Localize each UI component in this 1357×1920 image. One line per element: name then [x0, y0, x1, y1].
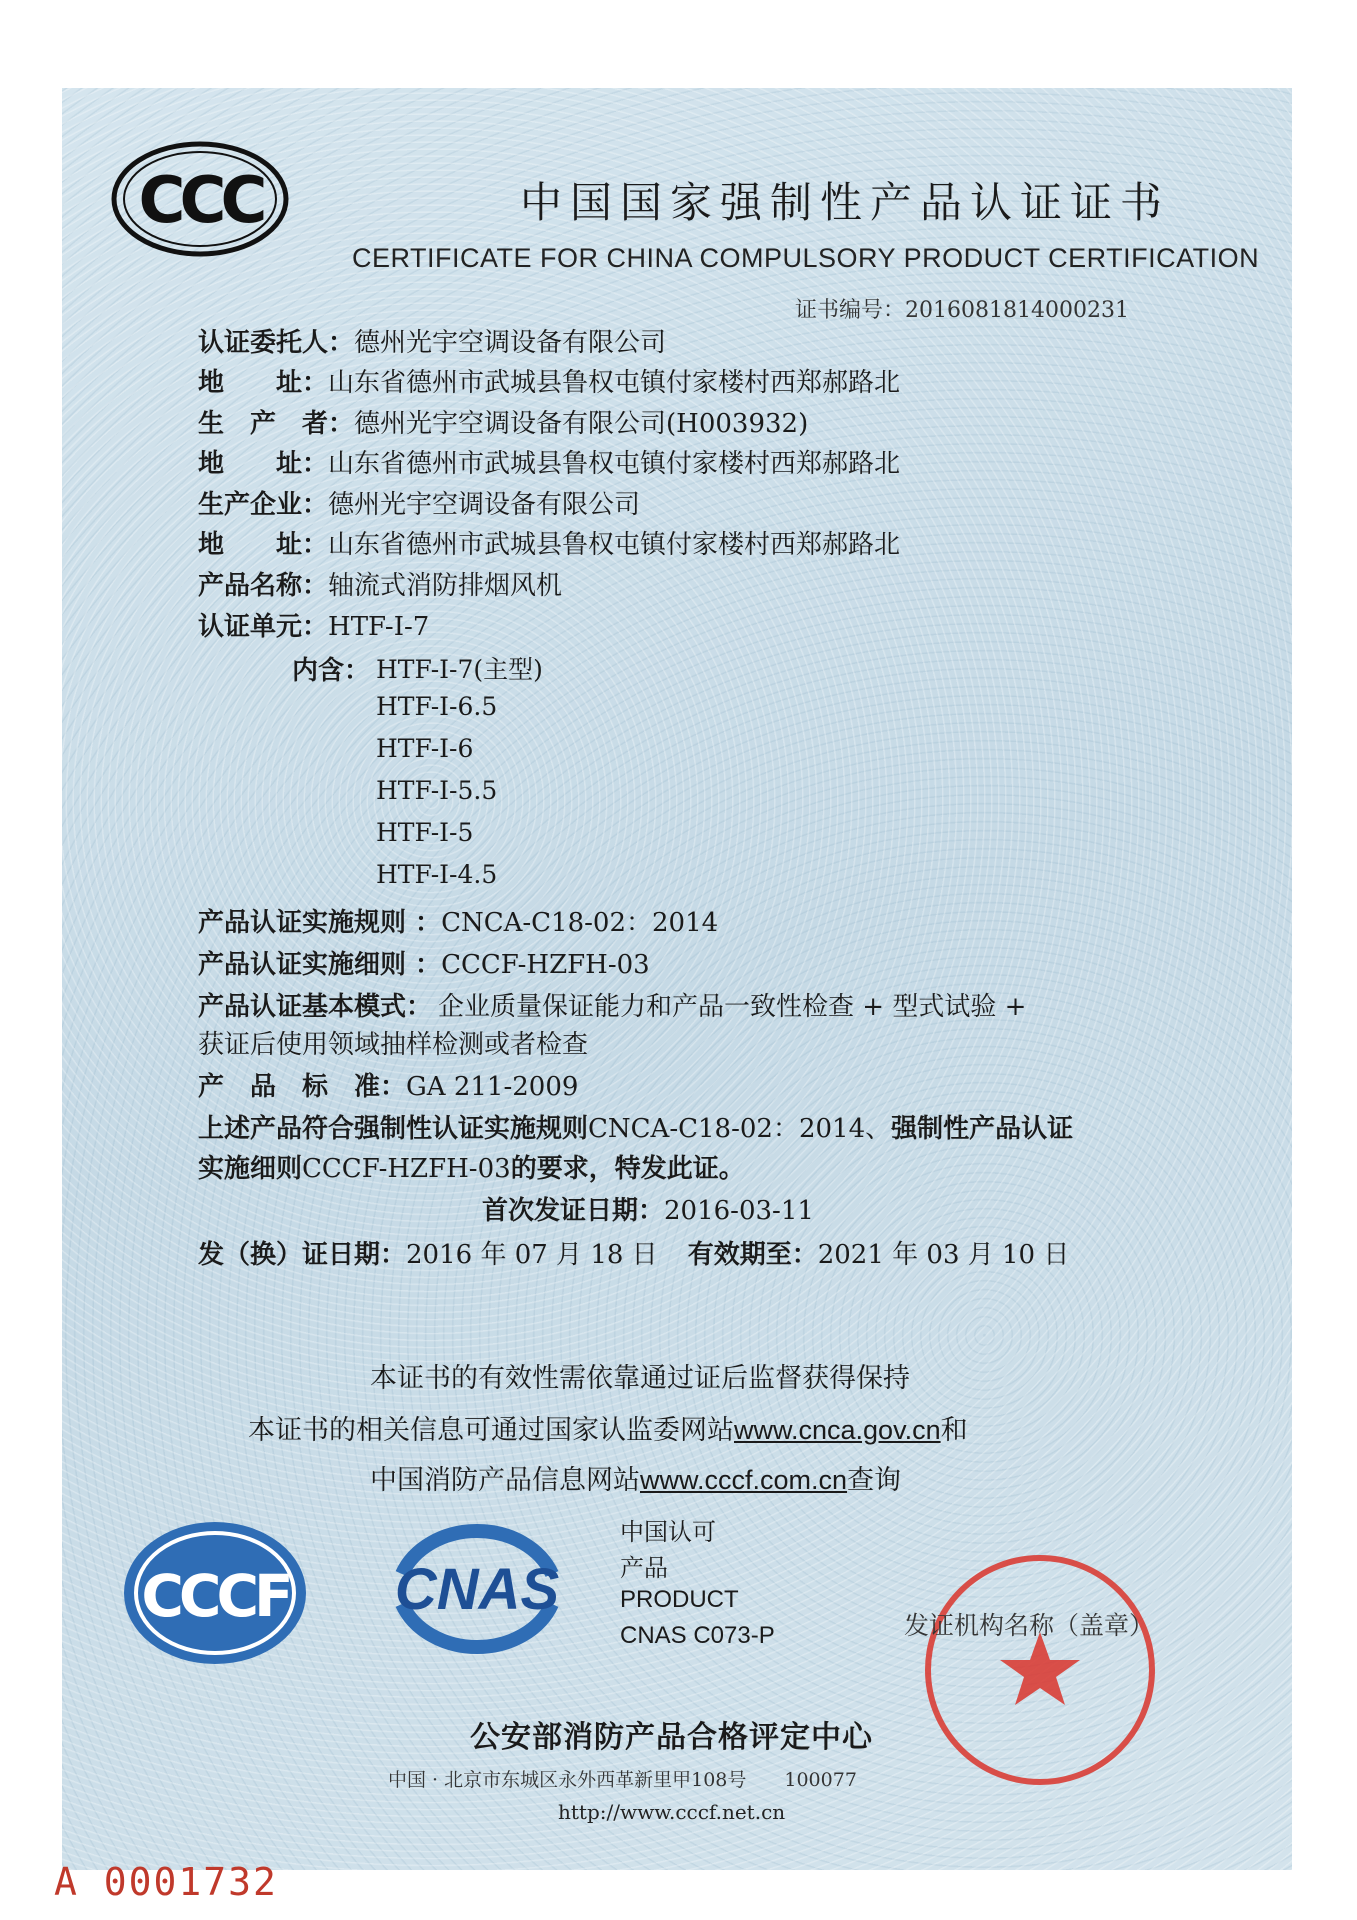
cnas-text-line: PRODUCT	[620, 1586, 739, 1613]
official-seal	[920, 1550, 1160, 1790]
ccc-logo	[110, 140, 290, 258]
certificate-number: 证书编号：2016081814000231	[795, 298, 1129, 323]
notice-line-1: 本证书的有效性需依靠通过证后监督获得保持	[370, 1363, 910, 1394]
model-item: HTF-I-6	[376, 734, 474, 763]
field-client-address: 地 址：山东省德州市武城县鲁权屯镇付家楼村西郑郝路北	[198, 368, 901, 398]
field-cert-mode-cont: 获证后使用领域抽样检测或者检查	[198, 1030, 589, 1060]
model-item: HTF-I-5.5	[376, 776, 498, 805]
issuing-body-label: 发证机构名称（盖章）	[904, 1611, 1155, 1640]
ccc-logo-text: CCC	[138, 164, 262, 238]
cnas-text-line: CNAS C073-P	[620, 1622, 775, 1649]
field-manufacturer-address: 地 址：山东省德州市武城县鲁权屯镇付家楼村西郑郝路北	[198, 449, 901, 479]
model-item: HTF-I-5	[376, 818, 474, 847]
cccf-link[interactable]: www.cccf.com.cn	[640, 1465, 848, 1495]
conformity-line-1: 上述产品符合强制性认证实施规则CNCA-C18-02：2014、强制性产品认证	[198, 1114, 1074, 1144]
field-client: 认证委托人：德州光宇空调设备有限公司	[198, 328, 667, 358]
cnas-logo-text: CNAS	[394, 1557, 560, 1622]
field-cert-unit: 认证单元：HTF-I-7	[198, 612, 430, 642]
field-implementation-detail: 产品认证实施细则 ：CCCF-HZFH-03	[198, 950, 650, 980]
cnas-text-line: 产品	[620, 1555, 668, 1582]
title-en: CERTIFICATE FOR CHINA COMPULSORY PRODUCT CERTIFICATION	[352, 243, 1260, 273]
conformity-line-2: 实施细则CCCF-HZFH-03的要求，特发此证。	[198, 1154, 745, 1184]
title-cn: 中国国家强制性产品认证证书	[520, 178, 1171, 227]
first-issue-date: 首次发证日期：2016-03-11	[482, 1196, 814, 1226]
cnas-logo	[372, 1504, 582, 1674]
field-factory: 生产企业：德州光宇空调设备有限公司	[198, 490, 641, 520]
model-item: HTF-I-4.5	[376, 860, 498, 889]
serial-number: A 0001732	[54, 1860, 278, 1904]
issuing-body: 公安部消防产品合格评定中心	[470, 1720, 873, 1755]
notice-line-2: 本证书的相关信息可通过国家认监委网站www.cnca.gov.cn和	[248, 1415, 968, 1446]
cnas-text-line: 中国认可	[620, 1519, 716, 1546]
model-item: HTF-I-7(主型)	[376, 655, 543, 684]
cccf-logo-text: CCCF	[141, 1562, 289, 1630]
notice-line-3: 中国消防产品信息网站www.cccf.com.cn查询	[370, 1465, 902, 1496]
cnca-link[interactable]: www.cnca.gov.cn	[734, 1415, 941, 1445]
cccf-logo	[122, 1520, 308, 1666]
issuer-address: 中国 · 北京市东城区永外西革新里甲108号 100077	[388, 1769, 857, 1791]
contains-label: 内含：	[292, 656, 371, 686]
field-product-name: 产品名称：轴流式消防排烟风机	[198, 571, 563, 601]
field-manufacturer: 生 产 者：德州光宇空调设备有限公司(H003932)	[198, 409, 809, 439]
issuer-website[interactable]: http://www.cccf.net.cn	[558, 1800, 786, 1824]
field-implementation-rule: 产品认证实施规则 ：CNCA-C18-02：2014	[198, 908, 719, 938]
issue-date: 发（换）证日期：2016 年 07 月 18 日 有效期至：2021 年 03 月 10 日	[198, 1240, 1070, 1270]
model-item: HTF-I-6.5	[376, 692, 498, 721]
field-cert-mode: 产品认证基本模式： 企业质量保证能力和产品一致性检查 + 型式试验 +	[198, 992, 1027, 1022]
field-factory-address: 地 址：山东省德州市武城县鲁权屯镇付家楼村西郑郝路北	[198, 530, 901, 560]
field-product-standard: 产 品 标 准：GA 211-2009	[198, 1072, 579, 1102]
